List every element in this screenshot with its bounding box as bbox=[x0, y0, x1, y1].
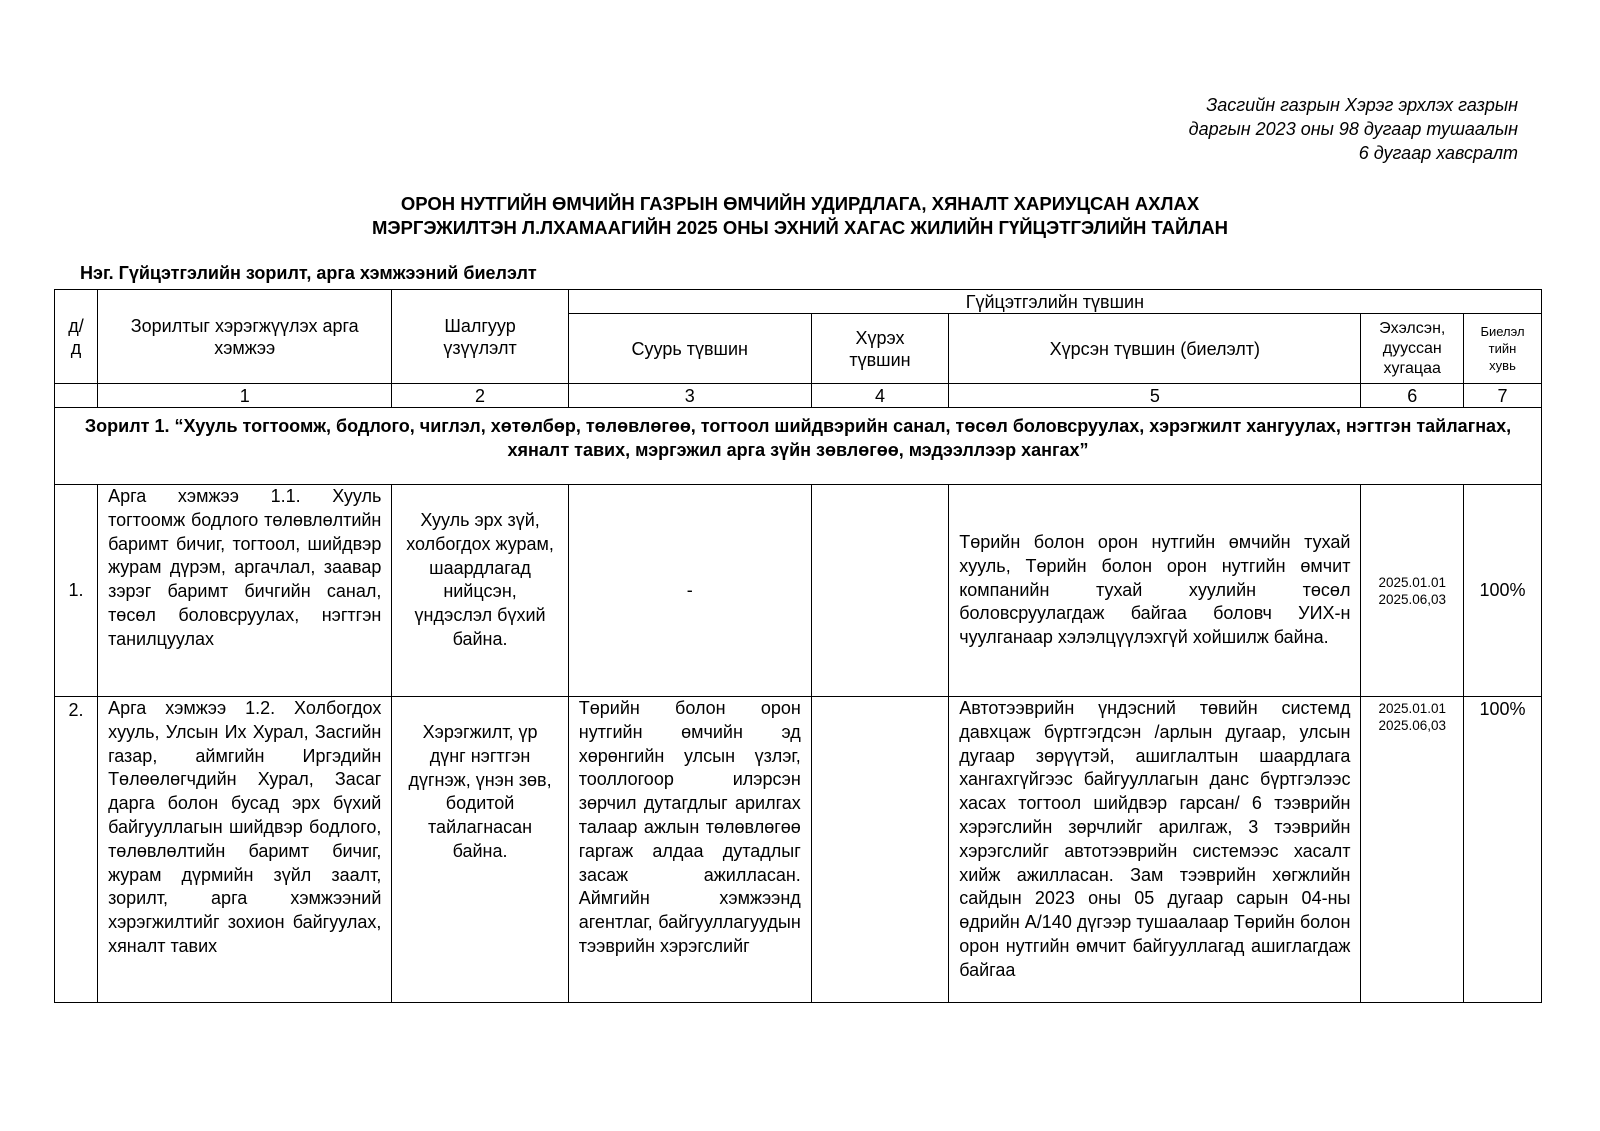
row-base-level: Төрийн болон орон нутгийн өмчийн эд хөрөнгийн улсын үзлэг, тооллогоор илэрсэн зөрчил дутагдлыг арилгах талаар ажлын төлөвлөгөө гаргаж алдаа дутадлыг засаж ажилласан. Аймгийн хэмжээнд агентлаг, байгууллагуудын тээврийн хэрэгслийг bbox=[568, 697, 811, 1003]
row-percent: 100% bbox=[1464, 485, 1542, 697]
column-number-6: 6 bbox=[1361, 384, 1464, 408]
row-period bbox=[1361, 485, 1464, 697]
header-period: Эхэлсэн, дууссан хугацаа bbox=[1361, 314, 1464, 384]
row-base-level: - bbox=[568, 485, 811, 697]
row-percent: 100% bbox=[1464, 697, 1542, 1003]
row-period bbox=[1361, 697, 1464, 1003]
row-target-level bbox=[811, 697, 948, 1003]
row-target-level bbox=[811, 485, 948, 697]
row-criteria: Хэрэгжилт, үр дүнг нэгтгэн дүгнэж, үнэн зөв, бодитой тайлагнасан байна. bbox=[392, 697, 568, 1003]
column-number-blank bbox=[55, 384, 98, 408]
row-date-start: 2025.01.01 bbox=[1378, 574, 1447, 590]
column-number-5: 5 bbox=[949, 384, 1361, 408]
row-number: 1. bbox=[55, 485, 98, 697]
header-criteria: Шалгуур үзүүлэлт bbox=[392, 290, 568, 384]
header-dd: д/ д bbox=[55, 290, 98, 384]
report-title-line-1: ОРОН НУТГИЙН ӨМЧИЙН ГАЗРЫН ӨМЧИЙН УДИРДЛАГА, ХЯНАЛТ ХАРИУЦСАН АХЛАХ bbox=[400, 193, 1200, 214]
table-row bbox=[55, 697, 1542, 1003]
header-achieved-level: Хүрсэн түвшин (биелэлт) bbox=[949, 314, 1361, 384]
header-base-level: Суурь түвшин bbox=[568, 314, 811, 384]
annex-note-line-1: Засгийн газрын Хэрэг эрхлэх газрын bbox=[1206, 95, 1518, 115]
annex-note-line-3: 6 дугаар хавсралт bbox=[1358, 143, 1518, 163]
row-measure: Арга хэмжээ 1.2. Холбогдох хууль, Улсын Их Хурал, Засгийн газар, аймгийн Иргэдийн Төлөөлөгчдийн Хурал, Засаг дарга болон бусад эрх бүхий байгууллагын шийдвэр бодлого, төлөвлөлтийн баримт бичиг, журам дүрмийн зүйл заалт, зорилт, арга хэмжээний хэрэгжилтийг зохион байгуулах, хяналт тавих bbox=[98, 697, 392, 1003]
header-percent: Биелэл тийн хувь bbox=[1464, 314, 1542, 384]
goal-row: Зорилт 1. “Хууль тогтоомж, бодлого, чиглэл, хөтөлбөр, төлөвлөгөө, тогтоол шийдвэрийн санал, төсөл боловсруулах, хэрэгжилт хангуулах, нэгтгэн тайлагнах, хяналт тавих, мэргэжил арга зүйн зөвлөгөө, мэдээллээр хангах” bbox=[55, 408, 1542, 485]
row-date-end: 2025.06,03 bbox=[1378, 591, 1447, 607]
row-number: 2. bbox=[55, 697, 98, 1003]
row-measure: Арга хэмжээ 1.1. Хууль тогтоомж бодлого төлөвлөлтийн баримт бичиг, тогтоол, шийдвэр журам дүрэм, аргачлал, заавар зэрэг баримт бичгийн санал, төсөл боловсруулах, нэгтгэн танилцуулах bbox=[98, 485, 392, 697]
column-number-3: 3 bbox=[568, 384, 811, 408]
column-number-2: 2 bbox=[392, 384, 568, 408]
annex-note-line-2: даргын 2023 оны 98 дугаар тушаалын bbox=[1188, 119, 1518, 139]
report-title bbox=[0, 192, 1600, 240]
performance-table bbox=[54, 289, 1542, 1003]
annex-note bbox=[1189, 93, 1518, 165]
header-performance-level: Гүйцэтгэлийн түвшин bbox=[568, 290, 1541, 314]
row-date-start: 2025.01.01 bbox=[1378, 701, 1447, 716]
row-achieved-level: Автотээврийн үндэсний төвийн системд давхцаж бүртгэгдсэн /арлын дугаар, улсын дугаар зөрүүтэй, ашиглалтын шаардлага хангахгүйгээс байгууллагын данс бүртгэлээс хасах тогтоол шийдвэр гарсан/ 6 тээврийн хэрэгслийн зөрчлийг арилгаж, 3 тээврийн хэрэгслийг автотээврийн системээс хасалт хийж ажилласан. Зам тээврийн хөгжлийн сайдын 2023 оны 05 дугаар сарын 04-ны өдрийн А/140 дүгээр тушаалаар Төрийн болон орон нутгийн өмчит байгууллагад ашиглагдаж байгаа bbox=[949, 697, 1361, 1003]
column-number-7: 7 bbox=[1464, 384, 1542, 408]
section-heading: Нэг. Гүйцэтгэлийн зорилт, арга хэмжээний биелэлт bbox=[80, 263, 537, 283]
header-measure: Зорилтыг хэрэгжүүлэх арга хэмжээ bbox=[98, 290, 392, 384]
report-title-line-2: МЭРГЭЖИЛТЭН Л.ЛХАМААГИЙН 2025 ОНЫ ЭХНИЙ ХАГАС ЖИЛИЙН ГҮЙЦЭТГЭЛИЙН ТАЙЛАН bbox=[371, 217, 1229, 238]
row-criteria: Хууль эрх зүй, холбогдох журам, шаардлагад нийцсэн, үндэслэл бүхий байна. bbox=[392, 485, 568, 697]
row-achieved-level: Төрийн болон орон нутгийн өмчийн тухай хууль, Төрийн болон орон нутгийн өмчит компанийн тухай хуулийн төсөл боловсруулагдаж байгаа боловч УИХ-н чуулганаар хэлэлцүүлэхгүй хойшилж байна. bbox=[949, 485, 1361, 697]
column-number-4: 4 bbox=[811, 384, 948, 408]
row-date-end: 2025.06,03 bbox=[1378, 718, 1447, 733]
header-target-level: Хүрэх түвшин bbox=[811, 314, 948, 384]
table-row bbox=[55, 485, 1542, 697]
column-number-1: 1 bbox=[98, 384, 392, 408]
